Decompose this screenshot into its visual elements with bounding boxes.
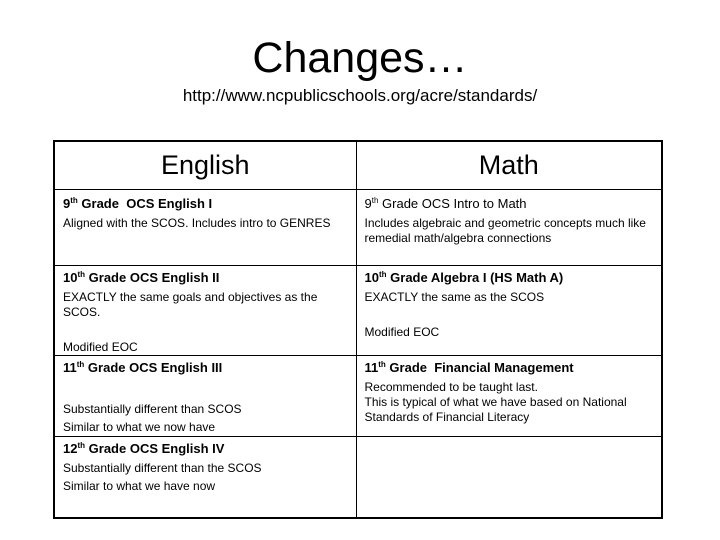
standards-url: http://www.ncpublicschools.org/acre/standards/ xyxy=(182,86,538,105)
english-9th-cell xyxy=(54,190,356,266)
math-11th-desc-1: Recommended to be taught last. xyxy=(364,380,538,394)
english-12th-heading: 12th Grade OCS English IV xyxy=(63,441,225,456)
table-row xyxy=(54,266,662,356)
table-row xyxy=(54,356,662,437)
english-11th-desc-2: Similar to what we now have xyxy=(63,420,216,434)
math-9th-desc: Includes algebraic and geometric concepts much like remedial math/algebra connections xyxy=(364,216,646,245)
english-10th-heading: 10th Grade OCS English II xyxy=(63,270,220,285)
table-row xyxy=(54,190,662,266)
math-9th-cell xyxy=(356,190,662,266)
english-11th-cell xyxy=(54,356,356,437)
english-12th-desc-1: Substantially different than the SCOS xyxy=(63,461,262,475)
english-11th-desc-1: Substantially different than SCOS xyxy=(63,402,242,416)
math-12th-cell-empty xyxy=(356,437,662,519)
comparison-table xyxy=(53,140,663,519)
english-10th-desc: EXACTLY the same goals and objectives as the SCOS. xyxy=(63,290,318,319)
english-11th-heading: 11th Grade OCS English III xyxy=(63,360,223,375)
table-row xyxy=(54,437,662,519)
table-header-row xyxy=(54,141,662,190)
header-math: Math xyxy=(356,141,662,190)
math-10th-note: Modified EOC xyxy=(364,325,440,339)
english-9th-desc: Aligned with the SCOS. Includes intro to GENRES xyxy=(63,216,331,230)
english-12th-desc-2: Similar to what we have now xyxy=(63,479,216,493)
english-10th-cell xyxy=(54,266,356,356)
math-10th-cell xyxy=(356,266,662,356)
header-english: English xyxy=(54,141,356,190)
math-11th-cell xyxy=(356,356,662,437)
math-10th-heading: 10th Grade Algebra I (HS Math A) xyxy=(364,270,564,285)
english-12th-cell xyxy=(54,437,356,519)
math-9th-heading: 9th Grade OCS Intro to Math xyxy=(364,196,527,211)
math-11th-heading: 11th Grade Financial Management xyxy=(364,360,574,375)
math-11th-desc-2: This is typical of what we have based on National Standards of Financial Literacy xyxy=(364,395,627,424)
math-10th-desc: EXACTLY the same as the SCOS xyxy=(364,290,545,304)
english-9th-heading: 9th Grade OCS English I xyxy=(63,196,213,211)
english-10th-note: Modified EOC xyxy=(63,340,138,354)
slide-title: Changes… xyxy=(252,34,468,82)
